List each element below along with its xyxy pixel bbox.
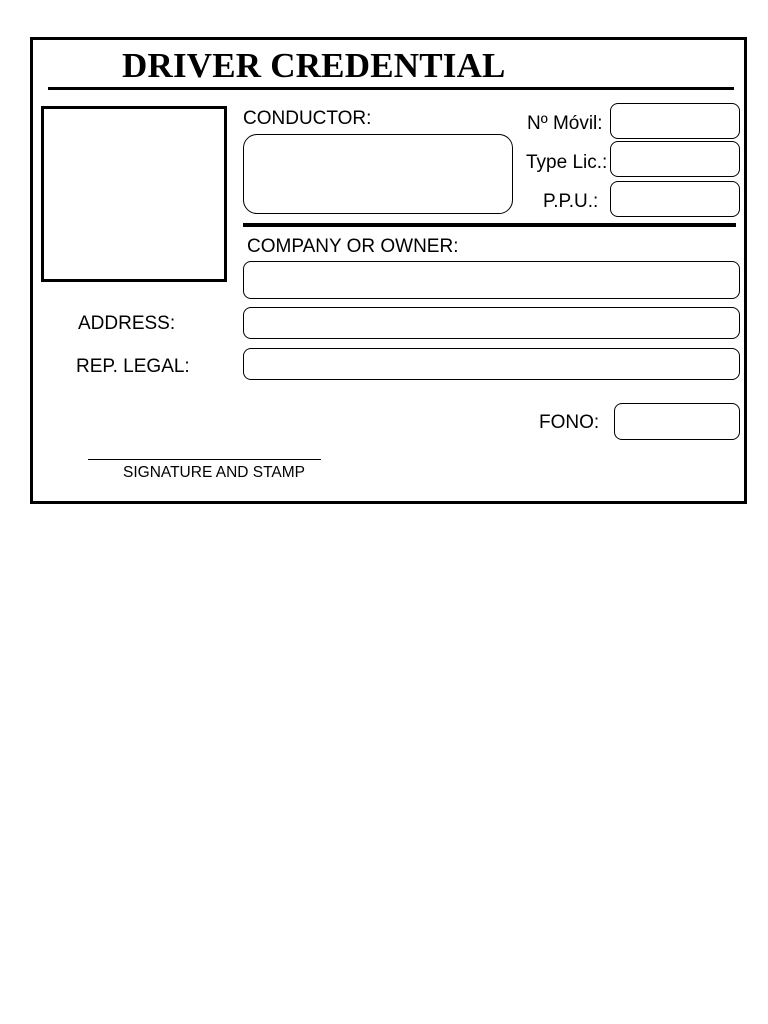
rep-legal-field[interactable] — [243, 348, 740, 380]
type-lic-field[interactable] — [610, 141, 740, 177]
movil-label: Nº Móvil: — [527, 113, 603, 134]
conductor-label: CONDUCTOR: — [243, 108, 372, 129]
movil-field[interactable] — [610, 103, 740, 139]
type-lic-label: Type Lic.: — [526, 152, 608, 173]
section-divider — [243, 223, 736, 227]
ppu-label: P.P.U.: — [543, 191, 599, 212]
card-title: DRIVER CREDENTIAL — [122, 46, 506, 85]
photo-box — [41, 106, 227, 282]
conductor-field[interactable] — [243, 134, 513, 214]
rep-legal-label: REP. LEGAL: — [76, 356, 190, 377]
fono-field[interactable] — [614, 403, 740, 440]
company-label: COMPANY OR OWNER: — [247, 236, 459, 257]
fono-label: FONO: — [539, 412, 600, 433]
address-label: ADDRESS: — [78, 313, 176, 334]
company-field[interactable] — [243, 261, 740, 299]
signature-label: SIGNATURE AND STAMP — [123, 464, 306, 481]
driver-credential-card — [30, 37, 747, 504]
address-field[interactable] — [243, 307, 740, 339]
title-divider — [48, 87, 734, 90]
ppu-field[interactable] — [610, 181, 740, 217]
signature-line — [88, 459, 321, 460]
